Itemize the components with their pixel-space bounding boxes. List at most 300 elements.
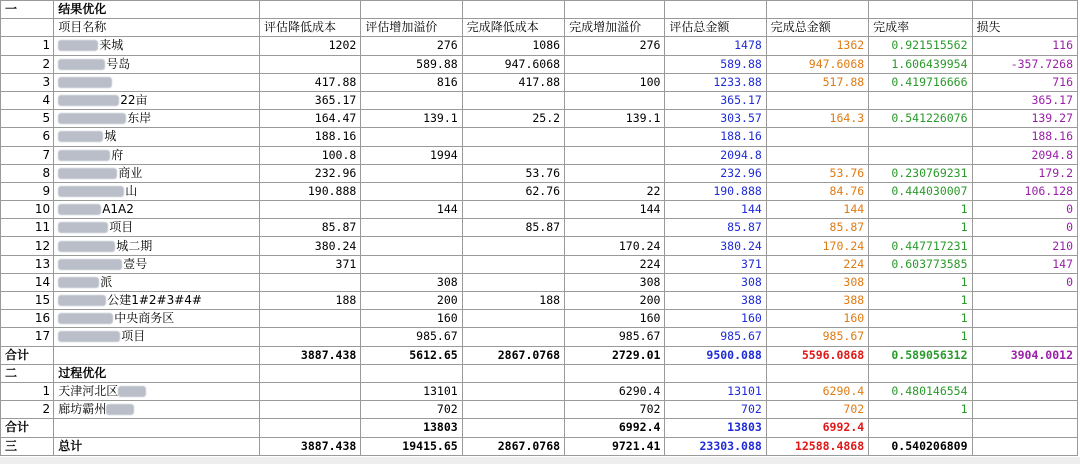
eval-cost-cell[interactable] [259, 273, 360, 291]
rate-cell[interactable]: 1 [869, 201, 972, 219]
row-index[interactable]: 1 [1, 382, 54, 400]
project-name: 派 [100, 274, 113, 289]
project-name-cell[interactable] [54, 255, 260, 273]
subtotal-row [1, 346, 1078, 364]
done-total-cell[interactable] [766, 91, 868, 109]
table-row [1, 401, 1078, 419]
done-cost-cell[interactable] [462, 382, 564, 400]
rate-cell[interactable]: 0.921515562 [869, 37, 972, 55]
done-cost-cell[interactable] [462, 401, 564, 419]
eval-cost-cell[interactable]: 232.96 [259, 164, 360, 182]
row-index[interactable]: 17 [1, 328, 54, 346]
done-premium-cell[interactable]: 702 [565, 401, 665, 419]
row-index[interactable]: 5 [1, 110, 54, 128]
table-row [1, 37, 1078, 55]
done-premium-cell[interactable] [565, 55, 665, 73]
cell[interactable] [565, 364, 665, 382]
eval-cost-cell[interactable]: 188 [259, 292, 360, 310]
rate-cell[interactable]: 0.444030007 [869, 182, 972, 200]
done-cost-cell[interactable] [462, 273, 564, 291]
done-cost-cell[interactable]: 2867.0768 [462, 346, 564, 364]
done-premium-cell[interactable]: 170.24 [565, 237, 665, 255]
redacted-name-block [118, 386, 146, 397]
eval-cost-cell[interactable]: 417.88 [259, 73, 360, 91]
done-premium-cell[interactable]: 144 [565, 201, 665, 219]
project-name: 天津河北区 [58, 384, 119, 399]
done-total-cell[interactable] [766, 128, 868, 146]
done-cost-cell[interactable] [462, 255, 564, 273]
loss-cell[interactable] [972, 437, 1077, 455]
done-total-cell[interactable]: 170.24 [766, 237, 868, 255]
cell[interactable] [972, 1, 1077, 19]
loss-cell[interactable] [972, 292, 1077, 310]
eval-cost-cell[interactable] [259, 401, 360, 419]
eval-total-cell[interactable]: 702 [665, 401, 766, 419]
row-index[interactable]: 4 [1, 91, 54, 109]
row-index[interactable]: 1 [1, 37, 54, 55]
done-cost-cell[interactable] [462, 128, 564, 146]
table-row [1, 91, 1078, 109]
loss-cell[interactable]: 0 [972, 219, 1077, 237]
rate-cell[interactable]: 0.230769231 [869, 164, 972, 182]
project-name-cell[interactable] [54, 110, 260, 128]
redacted-name-block [58, 77, 112, 88]
done-premium-cell[interactable]: 200 [565, 292, 665, 310]
project-name-cell[interactable] [54, 273, 260, 291]
redacted-name-block [58, 222, 108, 233]
done-cost-cell[interactable]: 2867.0768 [462, 437, 564, 455]
done-cost-cell[interactable]: 947.6068 [462, 55, 564, 73]
redacted-name-block [58, 131, 103, 142]
eval-total-cell[interactable]: 380.24 [665, 237, 766, 255]
done-total-cell[interactable]: 6290.4 [766, 382, 868, 400]
rate-cell[interactable]: 0.589056312 [869, 346, 972, 364]
project-name-cell[interactable] [54, 382, 260, 400]
cell[interactable] [869, 1, 972, 19]
eval-premium-cell[interactable]: 13803 [361, 419, 462, 437]
row-index[interactable]: 14 [1, 273, 54, 291]
loss-cell[interactable]: 139.27 [972, 110, 1077, 128]
done-total-cell[interactable]: 947.6068 [766, 55, 868, 73]
loss-cell[interactable] [972, 382, 1077, 400]
loss-cell[interactable]: 210 [972, 237, 1077, 255]
project-name: 公建1#2#3#4# [107, 293, 202, 308]
project-name-cell[interactable] [54, 292, 260, 310]
done-premium-cell[interactable]: 22 [565, 182, 665, 200]
project-name-cell[interactable] [54, 55, 260, 73]
row-index[interactable]: 6 [1, 128, 54, 146]
eval-total-cell[interactable]: 388 [665, 292, 766, 310]
eval-total-cell[interactable]: 303.57 [665, 110, 766, 128]
eval-premium-cell[interactable]: 816 [361, 73, 462, 91]
eval-premium-cell[interactable]: 144 [361, 201, 462, 219]
done-cost-cell[interactable] [462, 201, 564, 219]
eval-total-cell[interactable]: 190.888 [665, 182, 766, 200]
done-premium-cell[interactable]: 100 [565, 73, 665, 91]
done-premium-cell[interactable]: 160 [565, 310, 665, 328]
column-header[interactable]: 项目名称 [54, 19, 260, 37]
eval-premium-cell[interactable] [361, 128, 462, 146]
row-index[interactable]: 12 [1, 237, 54, 255]
eval-premium-cell[interactable] [361, 164, 462, 182]
eval-total-cell[interactable]: 23303.088 [665, 437, 766, 455]
done-cost-cell[interactable]: 25.2 [462, 110, 564, 128]
loss-cell[interactable]: 0 [972, 201, 1077, 219]
eval-total-cell[interactable]: 188.16 [665, 128, 766, 146]
loss-cell[interactable] [972, 401, 1077, 419]
eval-cost-cell[interactable] [259, 382, 360, 400]
eval-total-cell[interactable]: 2094.8 [665, 146, 766, 164]
done-premium-cell[interactable] [565, 128, 665, 146]
redacted-name-block [58, 95, 119, 106]
table-row [1, 55, 1078, 73]
eval-total-cell[interactable]: 13101 [665, 382, 766, 400]
project-name-cell[interactable] [54, 219, 260, 237]
done-total-cell[interactable]: 144 [766, 201, 868, 219]
eval-total-cell[interactable]: 13803 [665, 419, 766, 437]
eval-premium-cell[interactable]: 139.1 [361, 110, 462, 128]
column-header[interactable]: 完成总金额 [766, 19, 868, 37]
done-premium-cell[interactable] [565, 146, 665, 164]
loss-cell[interactable]: 0 [972, 273, 1077, 291]
row-index[interactable]: 3 [1, 73, 54, 91]
redacted-name-block [58, 241, 115, 252]
rate-cell[interactable]: 0.603773585 [869, 255, 972, 273]
loss-cell[interactable]: 716 [972, 73, 1077, 91]
rate-cell[interactable] [869, 91, 972, 109]
redacted-name-block [106, 404, 134, 415]
eval-total-cell[interactable]: 160 [665, 310, 766, 328]
done-total-cell[interactable]: 160 [766, 310, 868, 328]
cell[interactable] [766, 1, 868, 19]
done-cost-cell[interactable] [462, 91, 564, 109]
project-name-cell[interactable] [54, 128, 260, 146]
table-row [1, 128, 1078, 146]
eval-premium-cell[interactable]: 1994 [361, 146, 462, 164]
project-name: 壹号 [123, 256, 148, 271]
cell[interactable] [665, 1, 766, 19]
column-header[interactable]: 损失 [972, 19, 1077, 37]
done-premium-cell[interactable]: 6992.4 [565, 419, 665, 437]
rate-cell[interactable]: 1 [869, 292, 972, 310]
eval-cost-cell[interactable]: 85.87 [259, 219, 360, 237]
rate-cell[interactable]: 1.606439954 [869, 55, 972, 73]
eval-premium-cell[interactable] [361, 255, 462, 273]
done-cost-cell[interactable] [462, 310, 564, 328]
eval-cost-cell[interactable]: 3887.438 [259, 437, 360, 455]
rate-cell[interactable] [869, 128, 972, 146]
eval-cost-cell[interactable] [259, 55, 360, 73]
eval-cost-cell[interactable]: 100.8 [259, 146, 360, 164]
redacted-name-block [58, 331, 120, 342]
section-number[interactable]: 二 [1, 364, 54, 382]
total-title[interactable]: 总计 [54, 437, 260, 455]
column-header[interactable]: 评估总金额 [665, 19, 766, 37]
eval-cost-cell[interactable]: 3887.438 [259, 346, 360, 364]
row-index[interactable]: 2 [1, 55, 54, 73]
done-total-cell[interactable]: 85.87 [766, 219, 868, 237]
eval-total-cell[interactable]: 985.67 [665, 328, 766, 346]
subtotal-label[interactable]: 合计 [1, 346, 54, 364]
rate-cell[interactable]: 1 [869, 310, 972, 328]
project-name-cell[interactable] [54, 237, 260, 255]
project-name-cell[interactable] [54, 164, 260, 182]
table-row [1, 255, 1078, 273]
eval-premium-cell[interactable]: 276 [361, 37, 462, 55]
project-name: 城二期 [116, 238, 153, 253]
table-row [1, 237, 1078, 255]
row-index[interactable]: 11 [1, 219, 54, 237]
redacted-name-block [58, 40, 98, 51]
row-index[interactable]: 8 [1, 164, 54, 182]
sheet-tab-strip [0, 457, 1080, 464]
eval-cost-cell[interactable]: 188.16 [259, 128, 360, 146]
column-header[interactable]: 完成增加溢价 [565, 19, 665, 37]
eval-premium-cell[interactable]: 5612.65 [361, 346, 462, 364]
table-row [1, 328, 1078, 346]
done-total-cell[interactable]: 308 [766, 273, 868, 291]
eval-premium-cell[interactable]: 13101 [361, 382, 462, 400]
cell[interactable] [361, 1, 462, 19]
done-cost-cell[interactable]: 417.88 [462, 73, 564, 91]
total-label[interactable]: 三 [1, 437, 54, 455]
done-total-cell[interactable]: 985.67 [766, 328, 868, 346]
loss-cell[interactable]: -357.7268 [972, 55, 1077, 73]
eval-cost-cell[interactable]: 365.17 [259, 91, 360, 109]
cell[interactable] [259, 1, 360, 19]
rate-cell[interactable]: 0.541226076 [869, 110, 972, 128]
loss-cell[interactable]: 2094.8 [972, 146, 1077, 164]
project-name: 东岸 [127, 111, 152, 126]
cell[interactable] [361, 364, 462, 382]
rate-cell[interactable]: 1 [869, 401, 972, 419]
eval-premium-cell[interactable]: 308 [361, 273, 462, 291]
row-index[interactable]: 2 [1, 401, 54, 419]
eval-premium-cell[interactable]: 19415.65 [361, 437, 462, 455]
eval-premium-cell[interactable] [361, 91, 462, 109]
project-name: 项目 [109, 220, 134, 235]
eval-cost-cell[interactable]: 164.47 [259, 110, 360, 128]
subtotal-label[interactable]: 合计 [1, 419, 54, 437]
cell[interactable] [869, 364, 972, 382]
done-premium-cell[interactable]: 9721.41 [565, 437, 665, 455]
done-total-cell[interactable]: 12588.4868 [766, 437, 868, 455]
cell[interactable] [665, 364, 766, 382]
section-header-row [1, 1, 1078, 19]
done-total-cell[interactable]: 517.88 [766, 73, 868, 91]
project-name: 府 [111, 147, 124, 162]
eval-premium-cell[interactable]: 160 [361, 310, 462, 328]
eval-cost-cell[interactable]: 190.888 [259, 182, 360, 200]
done-premium-cell[interactable]: 139.1 [565, 110, 665, 128]
cell[interactable] [54, 419, 260, 437]
loss-cell[interactable]: 116 [972, 37, 1077, 55]
row-index[interactable]: 9 [1, 182, 54, 200]
done-cost-cell[interactable] [462, 146, 564, 164]
project-name-cell[interactable] [54, 328, 260, 346]
rate-cell[interactable]: 0.540206809 [869, 437, 972, 455]
done-premium-cell[interactable] [565, 219, 665, 237]
done-cost-cell[interactable] [462, 328, 564, 346]
column-header[interactable]: 评估降低成本 [259, 19, 360, 37]
project-name: 号岛 [106, 56, 131, 71]
rate-cell[interactable]: 1 [869, 328, 972, 346]
eval-cost-cell[interactable] [259, 419, 360, 437]
loss-cell[interactable] [972, 310, 1077, 328]
table-row [1, 382, 1078, 400]
project-name-cell[interactable] [54, 37, 260, 55]
eval-premium-cell[interactable]: 985.67 [361, 328, 462, 346]
eval-cost-cell[interactable] [259, 310, 360, 328]
project-name-cell[interactable] [54, 182, 260, 200]
section-title[interactable]: 过程优化 [54, 364, 260, 382]
done-total-cell[interactable] [766, 146, 868, 164]
cell[interactable] [462, 1, 564, 19]
cell[interactable] [565, 1, 665, 19]
loss-cell[interactable]: 179.2 [972, 164, 1077, 182]
eval-total-cell[interactable]: 1233.88 [665, 73, 766, 91]
project-name-cell[interactable] [54, 310, 260, 328]
cell[interactable] [54, 346, 260, 364]
eval-total-cell[interactable]: 589.88 [665, 55, 766, 73]
eval-cost-cell[interactable] [259, 328, 360, 346]
project-name-cell[interactable] [54, 73, 260, 91]
eval-premium-cell[interactable] [361, 182, 462, 200]
cell[interactable] [766, 364, 868, 382]
done-total-cell[interactable]: 388 [766, 292, 868, 310]
eval-total-cell[interactable]: 371 [665, 255, 766, 273]
row-index[interactable]: 10 [1, 201, 54, 219]
project-name: A1A2 [102, 202, 134, 217]
redacted-name-block [58, 313, 113, 324]
table-row [1, 310, 1078, 328]
column-header[interactable]: 评估增加溢价 [361, 19, 462, 37]
eval-cost-cell[interactable] [259, 201, 360, 219]
redacted-name-block [58, 204, 101, 215]
done-total-cell[interactable]: 5596.0868 [766, 346, 868, 364]
row-index[interactable]: 16 [1, 310, 54, 328]
done-cost-cell[interactable]: 85.87 [462, 219, 564, 237]
subtotal-row [1, 419, 1078, 437]
done-premium-cell[interactable]: 276 [565, 37, 665, 55]
done-premium-cell[interactable] [565, 91, 665, 109]
project-name-cell[interactable] [54, 146, 260, 164]
done-premium-cell[interactable]: 308 [565, 273, 665, 291]
loss-cell[interactable]: 147 [972, 255, 1077, 273]
column-header[interactable]: 完成率 [869, 19, 972, 37]
rate-cell[interactable]: 0.419716666 [869, 73, 972, 91]
done-total-cell[interactable]: 224 [766, 255, 868, 273]
done-cost-cell[interactable] [462, 237, 564, 255]
project-name: 来城 [99, 38, 124, 53]
loss-cell[interactable] [972, 419, 1077, 437]
redacted-name-block [58, 277, 99, 288]
done-cost-cell[interactable] [462, 419, 564, 437]
row-index[interactable]: 15 [1, 292, 54, 310]
rate-cell[interactable] [869, 146, 972, 164]
eval-cost-cell[interactable]: 1202 [259, 37, 360, 55]
rate-cell[interactable] [869, 419, 972, 437]
project-name: 城 [104, 129, 117, 144]
done-cost-cell[interactable]: 53.76 [462, 164, 564, 182]
eval-premium-cell[interactable]: 702 [361, 401, 462, 419]
eval-premium-cell[interactable] [361, 219, 462, 237]
section-header-row [1, 364, 1078, 382]
done-premium-cell[interactable]: 224 [565, 255, 665, 273]
redacted-name-block [58, 295, 106, 306]
eval-total-cell[interactable]: 9500.088 [665, 346, 766, 364]
table-row [1, 182, 1078, 200]
table-row [1, 219, 1078, 237]
redacted-name-block [58, 59, 105, 70]
project-name: 中央商务区 [114, 311, 175, 326]
cell[interactable] [1, 19, 54, 37]
loss-cell[interactable]: 188.16 [972, 128, 1077, 146]
done-cost-cell[interactable]: 62.76 [462, 182, 564, 200]
done-total-cell[interactable]: 164.3 [766, 110, 868, 128]
eval-total-cell[interactable]: 144 [665, 201, 766, 219]
done-total-cell[interactable]: 1362 [766, 37, 868, 55]
done-premium-cell[interactable]: 985.67 [565, 328, 665, 346]
done-total-cell[interactable]: 6992.4 [766, 419, 868, 437]
rate-cell[interactable]: 0.447717231 [869, 237, 972, 255]
project-name-cell[interactable] [54, 91, 260, 109]
table-row [1, 164, 1078, 182]
section-title[interactable]: 结果优化 [54, 1, 260, 19]
table-row [1, 146, 1078, 164]
done-total-cell[interactable]: 84.76 [766, 182, 868, 200]
eval-premium-cell[interactable]: 589.88 [361, 55, 462, 73]
redacted-name-block [58, 150, 110, 161]
done-premium-cell[interactable]: 2729.01 [565, 346, 665, 364]
project-name-cell[interactable] [54, 201, 260, 219]
cell[interactable] [972, 364, 1077, 382]
done-premium-cell[interactable] [565, 164, 665, 182]
column-header[interactable]: 完成降低成本 [462, 19, 564, 37]
loss-cell[interactable] [972, 328, 1077, 346]
project-name: 山 [125, 183, 138, 198]
cell[interactable] [259, 364, 360, 382]
eval-total-cell[interactable]: 232.96 [665, 164, 766, 182]
eval-total-cell[interactable]: 1478 [665, 37, 766, 55]
eval-total-cell[interactable]: 308 [665, 273, 766, 291]
rate-cell[interactable]: 1 [869, 273, 972, 291]
row-index[interactable]: 7 [1, 146, 54, 164]
eval-cost-cell[interactable]: 380.24 [259, 237, 360, 255]
eval-total-cell[interactable]: 85.87 [665, 219, 766, 237]
rate-cell[interactable]: 1 [869, 219, 972, 237]
row-index[interactable]: 13 [1, 255, 54, 273]
done-total-cell[interactable]: 53.76 [766, 164, 868, 182]
eval-cost-cell[interactable]: 371 [259, 255, 360, 273]
done-cost-cell[interactable]: 188 [462, 292, 564, 310]
rate-cell[interactable]: 0.480146554 [869, 382, 972, 400]
loss-cell[interactable]: 106.128 [972, 182, 1077, 200]
loss-cell[interactable]: 3904.0012 [972, 346, 1077, 364]
eval-premium-cell[interactable] [361, 237, 462, 255]
project-name: 22亩 [120, 93, 148, 108]
table-row [1, 292, 1078, 310]
eval-premium-cell[interactable]: 200 [361, 292, 462, 310]
loss-cell[interactable]: 365.17 [972, 91, 1077, 109]
eval-total-cell[interactable]: 365.17 [665, 91, 766, 109]
done-premium-cell[interactable]: 6290.4 [565, 382, 665, 400]
section-number[interactable]: 一 [1, 1, 54, 19]
done-cost-cell[interactable]: 1086 [462, 37, 564, 55]
cell[interactable] [462, 364, 564, 382]
project-name-cell[interactable] [54, 401, 260, 419]
done-total-cell[interactable]: 702 [766, 401, 868, 419]
